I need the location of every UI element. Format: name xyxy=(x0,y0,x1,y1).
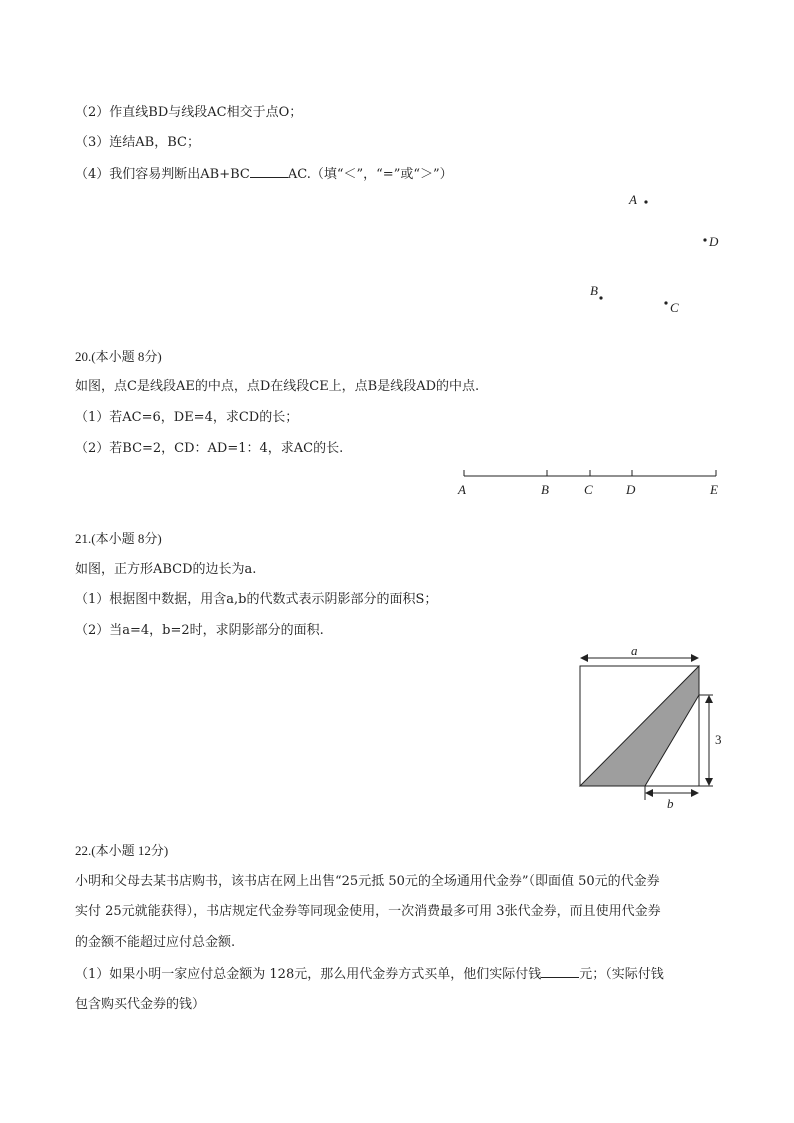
q21-stem: 如图，正方形ABCD的边长为a. xyxy=(75,562,257,577)
q19-part4-text-a: （4）我们容易判断出AB+BC xyxy=(75,167,250,182)
q22-header: 22.(本小题 12分) xyxy=(75,843,169,858)
q22-line2: 实付 25元就能获得），书店规定代金券等同现金使用，一次消费最多可用 3张代金券，而且使用代金券 xyxy=(75,904,661,919)
q19-part3: （3）连结AB，BC； xyxy=(75,135,200,150)
q20-part1: （1）若AC=6，DE=4，求CD的长； xyxy=(75,410,299,425)
answer-blank xyxy=(541,965,579,978)
q19-part4 xyxy=(75,165,453,184)
q20-segment-figure xyxy=(450,462,730,502)
q22-line4-text-a: （1）如果小明一家应付总金额为 128元，那么用代金券方式买单，他们实际付钱 xyxy=(75,967,542,982)
label-b: b xyxy=(667,796,674,811)
q22-line1: 小明和父母去某书店购书，该书店在网上出售“25元抵 50元的全场通用代金券”（即面值 50元的代金券 xyxy=(75,874,660,889)
point-d xyxy=(703,238,706,241)
point-label-b: B xyxy=(590,283,598,298)
shaded-region xyxy=(580,666,699,786)
point-a xyxy=(644,200,647,203)
label-a: A xyxy=(458,482,466,497)
label-c: C xyxy=(584,482,593,497)
q22-line3: 的金额不能超过应付总金额. xyxy=(75,935,236,950)
q22-line5: 包含购买代金券的钱） xyxy=(75,997,206,1012)
q21-square-figure xyxy=(570,640,755,815)
answer-blank xyxy=(250,165,288,178)
label-3: 3 xyxy=(715,732,722,747)
q19-part2: （2）作直线BD与线段AC相交于点O； xyxy=(75,105,303,120)
q20-part2: （2）若BC=2，CD：AD=1：4，求AC的长. xyxy=(75,441,344,456)
q21-part1: （1）根据图中数据，用含a,b的代数式表示阴影部分的面积S； xyxy=(75,592,438,607)
q22-line4-text-b: 元；（实际付钱 xyxy=(579,967,664,982)
label-d: D xyxy=(626,482,636,497)
q20-header: 20.(本小题 8分) xyxy=(75,349,162,364)
q19-points-figure xyxy=(560,185,740,320)
q21-part2: （2）当a=4，b=2时，求阴影部分的面积. xyxy=(75,623,324,638)
q20-stem: 如图，点C是线段AE的中点，点D在线段CE上，点B是线段AD的中点. xyxy=(75,379,480,394)
label-b: B xyxy=(541,482,549,497)
q19-part4-text-b: AC.（填“＜”，“=”或“＞”） xyxy=(287,167,453,182)
point-label-c: C xyxy=(670,300,679,315)
point-c xyxy=(664,301,667,304)
label-a: a xyxy=(631,643,638,658)
point-b xyxy=(599,296,602,299)
point-label-d: D xyxy=(709,234,719,249)
point-label-a: A xyxy=(629,192,637,207)
q22-line4 xyxy=(75,965,664,984)
q21-header: 21.(本小题 8分) xyxy=(75,531,162,546)
label-e: E xyxy=(710,482,718,497)
